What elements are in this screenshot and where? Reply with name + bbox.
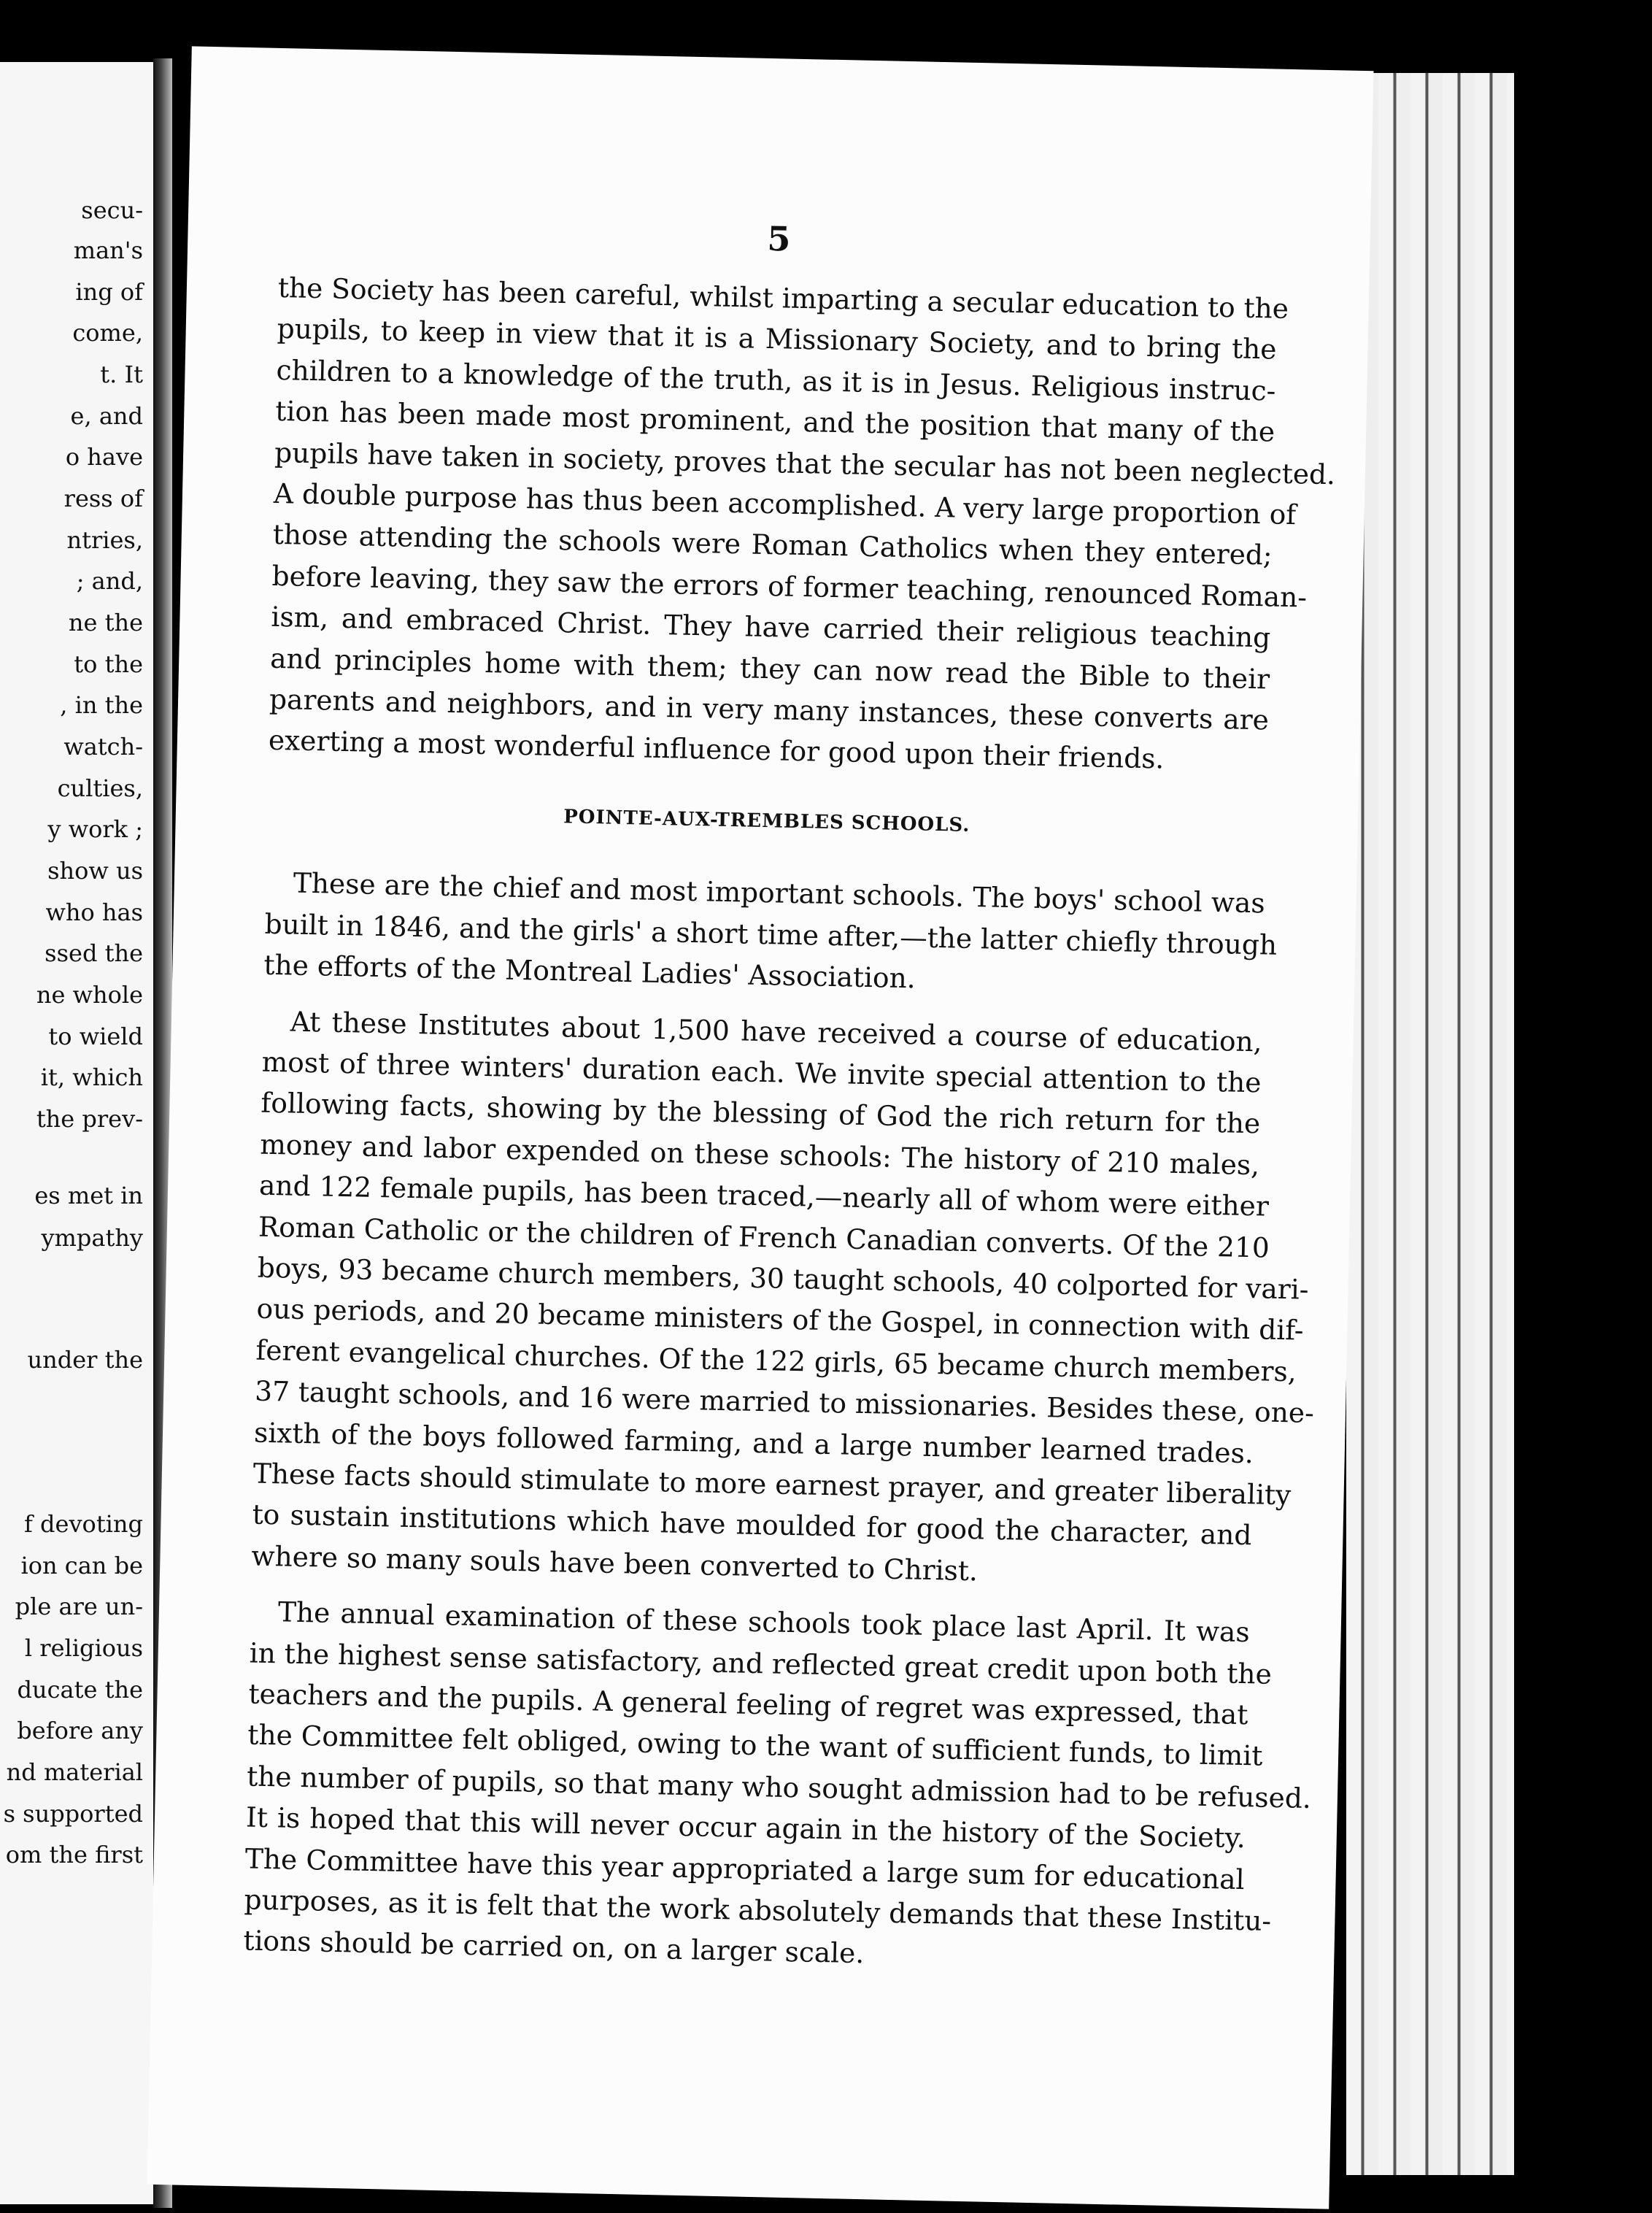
text-line: following facts, showing by the blessing of God the rich return for the [260, 1086, 1261, 1140]
facing-page-line: show us [47, 857, 143, 885]
text-line: ous periods, and 20 became ministers of the Gospel, in connection with dif- [256, 1292, 1304, 1347]
text-line: ferent evangelical churches. Of the 122 girls, 65 became church members, [255, 1333, 1297, 1388]
facing-page-line: ing of [75, 278, 143, 306]
facing-page-line: the prev- [36, 1105, 143, 1133]
text-line: the Society has been careful, whilst imparting a secular education to the [277, 271, 1289, 325]
facing-page-line: , in the [60, 691, 143, 719]
facing-page-line: o have [65, 443, 143, 471]
facing-page-line: culties, [57, 774, 143, 802]
paragraph-institutes [251, 1000, 1315, 1597]
text-line: the efforts of the Montreal Ladies' Association. [263, 948, 916, 995]
text-line: money and labor expended on these schools: The history of 210 males, [259, 1128, 1260, 1182]
text-line: parents and neighbors, and in very many instances, these converts are [269, 682, 1270, 736]
page-number: 5 [766, 218, 792, 259]
text-line: pupils, to keep in view that it is a Missionary Society, and to bring the [277, 312, 1277, 366]
facing-page-line: l religious [24, 1634, 143, 1662]
facing-page-line: t. It [100, 361, 143, 388]
text-line: built in 1846, and the girls' a short time after,—the latter chiefly through [264, 907, 1278, 961]
facing-page-line: ympathy [41, 1224, 143, 1252]
paragraph-schools [263, 862, 1278, 1007]
facing-page-line: ne the [68, 609, 143, 636]
text-line: The annual examination of these schools took place last April. It was [277, 1596, 1251, 1649]
text-line: pupils have taken in society, proves that the secular has not been neglected. [274, 436, 1336, 490]
facing-page-line: y work ; [47, 815, 143, 843]
text-line: 37 taught schools, and 16 were married to missionaries. Besides these, one- [254, 1374, 1315, 1430]
text-line: These facts should stimulate to more earnest prayer, and greater liberality [252, 1457, 1292, 1512]
text-line: children to a knowledge of the truth, as it is in Jesus. Religious instruc- [276, 353, 1276, 407]
facing-page-line: f devoting [24, 1510, 143, 1538]
facing-page-line: ntries, [66, 526, 143, 554]
facing-page-line: to wield [48, 1023, 143, 1050]
text-line: where so many souls have been converted to Christ. [251, 1539, 979, 1587]
text-line: tion has been made most prominent, and the position that many of the [274, 395, 1275, 448]
book-page [147, 46, 1373, 2209]
facing-page-line: ne whole [36, 981, 143, 1009]
text-line: Roman Catholic or the children of French Canadian converts. Of the 210 [258, 1210, 1270, 1264]
facing-page [0, 62, 155, 2204]
text-line: those attending the schools were Roman Catholics when they entered; [272, 518, 1273, 571]
text-line: The Committee have this year appropriated a large sum for educational [244, 1842, 1246, 1896]
facing-page-line: s supported [3, 1800, 143, 1828]
facing-page-line: nd material [6, 1758, 143, 1786]
text-line: the Committee felt obliged, owing to the want of sufficient funds, to limit [247, 1718, 1263, 1773]
text-line: exerting a most wonderful influence for good upon their friends. [268, 724, 1165, 775]
facing-page-line: under the [27, 1346, 143, 1374]
paragraph-examination [243, 1591, 1312, 1982]
facing-page-line: ion can be [20, 1552, 143, 1579]
text-line: the number of pupils, so that many who sought admission had to be refused. [246, 1760, 1312, 1814]
text-line: purposes, as it is felt that the work absolutely demands that these Institu- [244, 1883, 1272, 1937]
text-line: before leaving, they saw the errors of former teaching, renounced Roman- [271, 559, 1308, 614]
page-body [243, 267, 1336, 1982]
facing-page-line: man's [73, 236, 143, 264]
text-line: sixth of the boys followed farming, and a large number learned trades. [253, 1416, 1254, 1469]
facing-page-line: watch- [63, 733, 143, 761]
text-line: tions should be carried on, on a larger scale. [243, 1924, 865, 1970]
facing-page-line: ple are un- [15, 1593, 143, 1620]
text-line: in the highest sense satisfactory, and reflected great credit upon both the [249, 1636, 1273, 1690]
facing-page-line: secu- [81, 196, 143, 224]
facing-page-line: come, [72, 319, 143, 347]
facing-page-line: om the first [5, 1841, 143, 1868]
paragraph-intro [268, 267, 1336, 782]
text-line: and 122 female pupils, has been traced,—nearly all of whom were either [258, 1169, 1270, 1223]
text-line: It is hoped that this will never occur again in the history of the Society. [245, 1801, 1246, 1855]
facing-page-line: before any [17, 1717, 143, 1744]
text-line: to sustain institutions which have moulded for good the character, and [252, 1498, 1252, 1552]
facing-page-line: to the [74, 650, 143, 678]
facing-page-line: ducate the [17, 1676, 143, 1704]
facing-page-line: e, and [70, 402, 143, 430]
facing-page-line: who has [45, 898, 143, 926]
facing-page-line: es met in [34, 1182, 143, 1209]
text-line: ism, and embraced Christ. They have carried their religious teaching [271, 601, 1271, 654]
text-line: and principles home with them; they can now read the Bible to their [269, 642, 1270, 696]
facing-page-line: it, which [40, 1063, 143, 1091]
text-line: A double purpose has thus been accomplished. A very large proportion of [273, 477, 1297, 531]
text-line: boys, 93 became church members, 30 taught schools, 40 colported for vari- [257, 1251, 1309, 1306]
section-heading: POINTE-AUX-TREMBLES SCHOOLS. [563, 806, 970, 836]
facing-page-line: ress of [63, 485, 143, 512]
page-edges [1346, 73, 1514, 2175]
facing-page-line: ; and, [76, 567, 143, 595]
facing-page-line: ssed the [45, 939, 143, 967]
text-line: teachers and the pupils. A general feeling of regret was expressed, that [248, 1677, 1248, 1731]
text-line: These are the chief and most important schools. The boys' school was [293, 866, 1266, 920]
text-line: At these Institutes about 1,500 have received a course of education, [290, 1004, 1263, 1058]
text-line: most of three winters' duration each. We invite special attention to the [261, 1045, 1262, 1099]
